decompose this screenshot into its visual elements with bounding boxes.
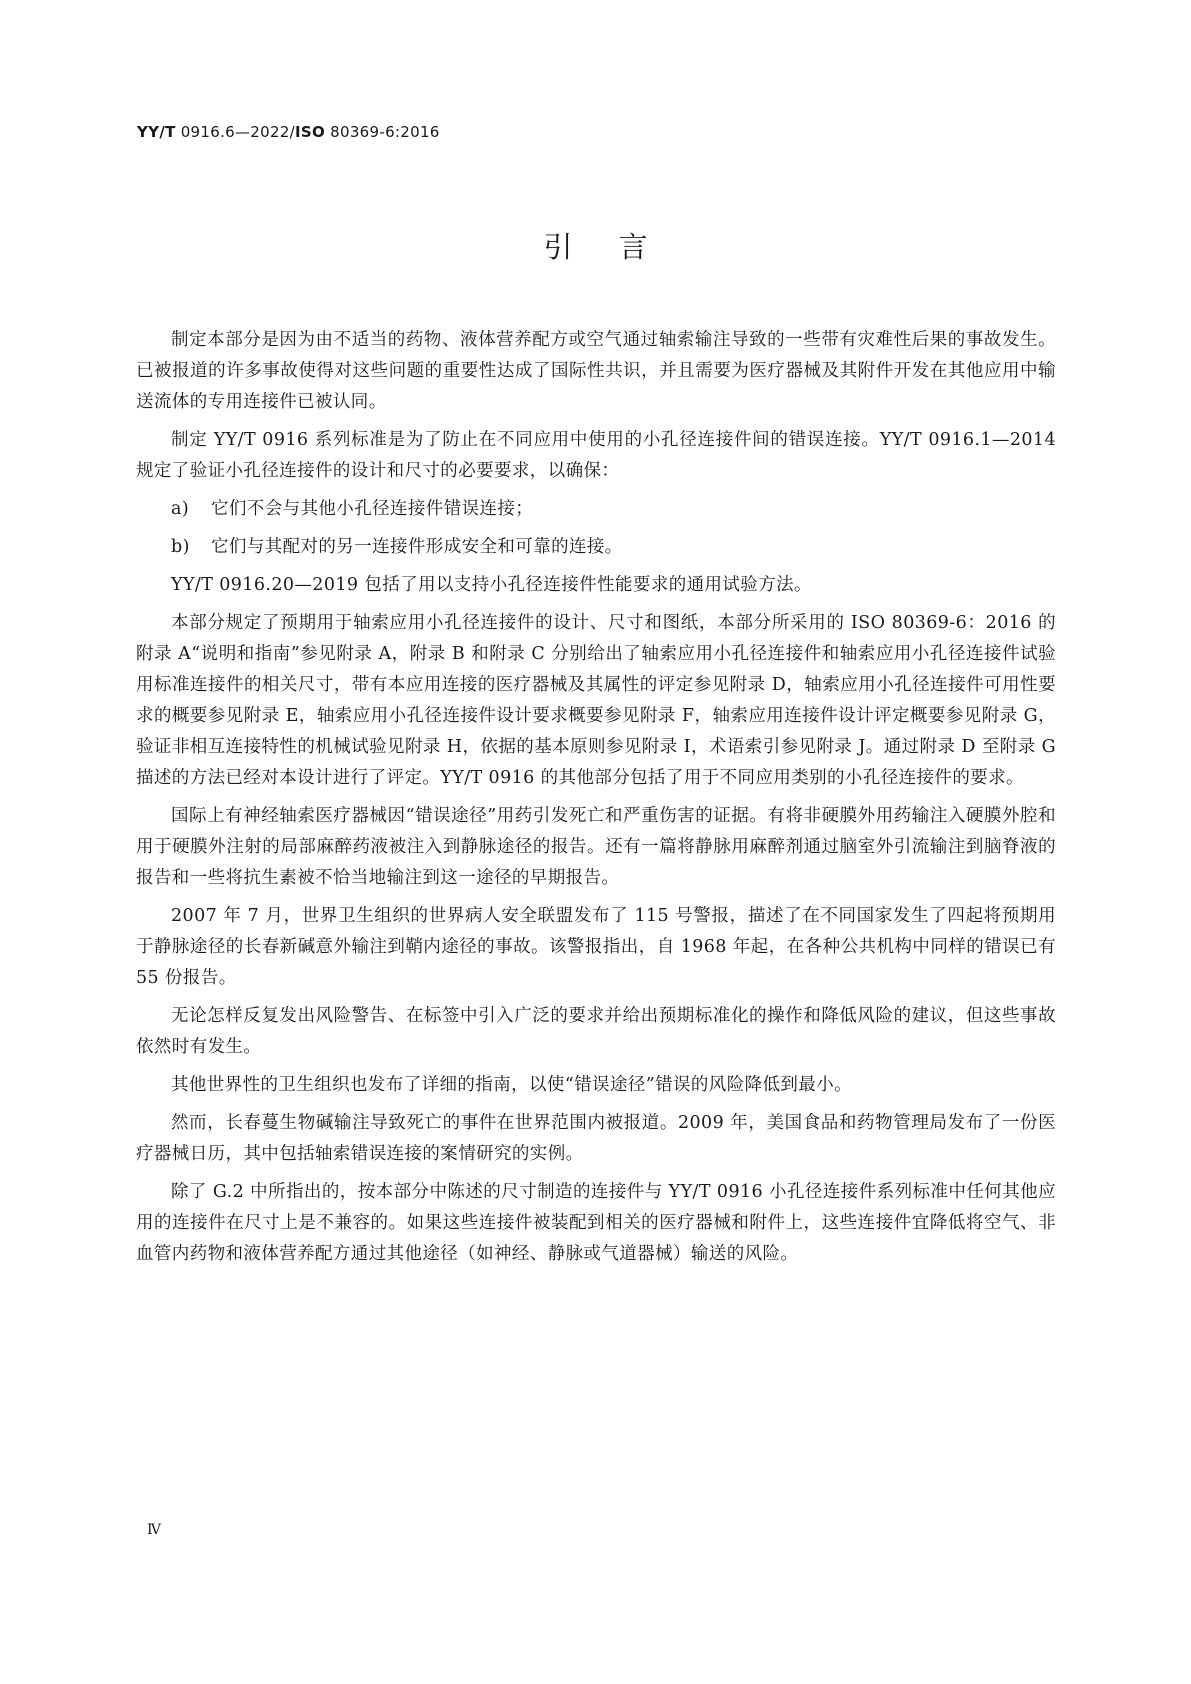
page-title: 引言 bbox=[543, 230, 694, 264]
paragraph: 本部分规定了预期用于轴索应用小孔径连接件的设计、尺寸和图纸，本部分所采用的 ISO 80369-6：2016 的附录 A“说明和指南”参见附录 A，附录 B 和附录 C 分别给出了轴索应用小孔径连接件和轴索应用小孔径连接件试验用标准连接件的相关尺寸，带有本应用连接的医疗器械及其属性的评定参见附录 D，轴索应用小孔径连接件可用性要求的概要参见附录 E，轴索应用小孔径连接件设计要求概要参见附录 F，轴索应用连接件设计评定概要参见附录 G，验证非相互连接特性的机械试验见附录 H，依据的基本原则参见附录 I，术语索引参见附录 J。通过附录 D 至附录 G 描述的方法已经对本设计进行了评定。YY/T 0916 的其他部分包括了用于不同应用类别的小孔径连接件的要求。 bbox=[136, 613, 1056, 788]
paragraph: 除了 G.2 中所指出的，按本部分中陈述的尺寸制造的连接件与 YY/T 0916 小孔径连接件系列标准中任何其他应用的连接件在尺寸上是不兼容的。如果这些连接件被装配到相关的医疗器械和附件上，这些连接件宜降低将空气、非血管内药物和液体营养配方通过其他途径（如神经、静脉或气道器械）输送的风险。 bbox=[136, 1182, 1056, 1264]
iso-prefix: ISO bbox=[295, 123, 326, 141]
page-number: Ⅳ bbox=[147, 1522, 161, 1538]
paragraph: YY/T 0916.20—2019 包括了用以支持小孔径连接件性能要求的通用试验方法。 bbox=[171, 575, 812, 595]
list-item bbox=[136, 532, 1056, 563]
paragraph: 2007 年 7 月，世界卫生组织的世界病人安全联盟发布了 115 号警报，描述了在不同国家发生了四起将预期用于静脉途径的长春新碱意外输注到鞘内途径的事故。该警报指出，自 1968 年起，在各种公共机构中同样的错误已有 55 份报告。 bbox=[136, 906, 1056, 988]
list-marker: a) bbox=[171, 499, 190, 519]
list-item-text: 它们与其配对的另一连接件形成安全和可靠的连接。 bbox=[211, 537, 623, 557]
list-item bbox=[136, 494, 1056, 525]
document-header bbox=[137, 123, 440, 141]
standard-code-prefix: YY/T bbox=[137, 123, 176, 141]
paragraph: 其他世界性的卫生组织也发布了详细的指南，以使“错误途径”错误的风险降低到最小。 bbox=[171, 1075, 852, 1095]
list-marker: b) bbox=[171, 537, 190, 557]
standard-code-number: 0916.6—2022/ bbox=[175, 123, 296, 141]
paragraph: 国际上有神经轴索医疗器械因“错误途径”用药引发死亡和严重伤害的证据。有将非硬膜外用药输注入硬膜外腔和用于硬膜外注射的局部麻醉药液被注入到静脉途径的报告。还有一篇将静脉用麻醉剂通过脑室外引流输注到脑脊液的报告和一些将抗生素被不恰当地输注到这一途径的早期报告。 bbox=[136, 806, 1056, 888]
paragraph: 制定本部分是因为由不适当的药物、液体营养配方或空气通过轴索输注导致的一些带有灾难性后果的事故发生。已被报道的许多事故使得对这些问题的重要性达成了国际性共识，并且需要为医疗器械及其附件开发在其他应用中输送流体的专用连接件已被认同。 bbox=[136, 330, 1056, 412]
paragraph: 无论怎样反复发出风险警告、在标签中引入广泛的要求并给出预期标准化的操作和降低风险的建议，但这些事故依然时有发生。 bbox=[136, 1006, 1056, 1057]
iso-code-number: 80369-6:2016 bbox=[325, 123, 440, 141]
paragraph: 制定 YY/T 0916 系列标准是为了防止在不同应用中使用的小孔径连接件间的错误连接。YY/T 0916.1—2014 规定了验证小孔径连接件的设计和尺寸的必要要求，以确保： bbox=[136, 430, 1056, 481]
document-body bbox=[136, 325, 1056, 1277]
list-item-text: 它们不会与其他小孔径连接件错误连接； bbox=[211, 499, 534, 519]
paragraph: 然而，长春蔓生物碱输注导致死亡的事件在世界范围内被报道。2009 年，美国食品和药物管理局发布了一份医疗器械日历，其中包括轴索错误连接的案情研究的实例。 bbox=[136, 1113, 1056, 1164]
